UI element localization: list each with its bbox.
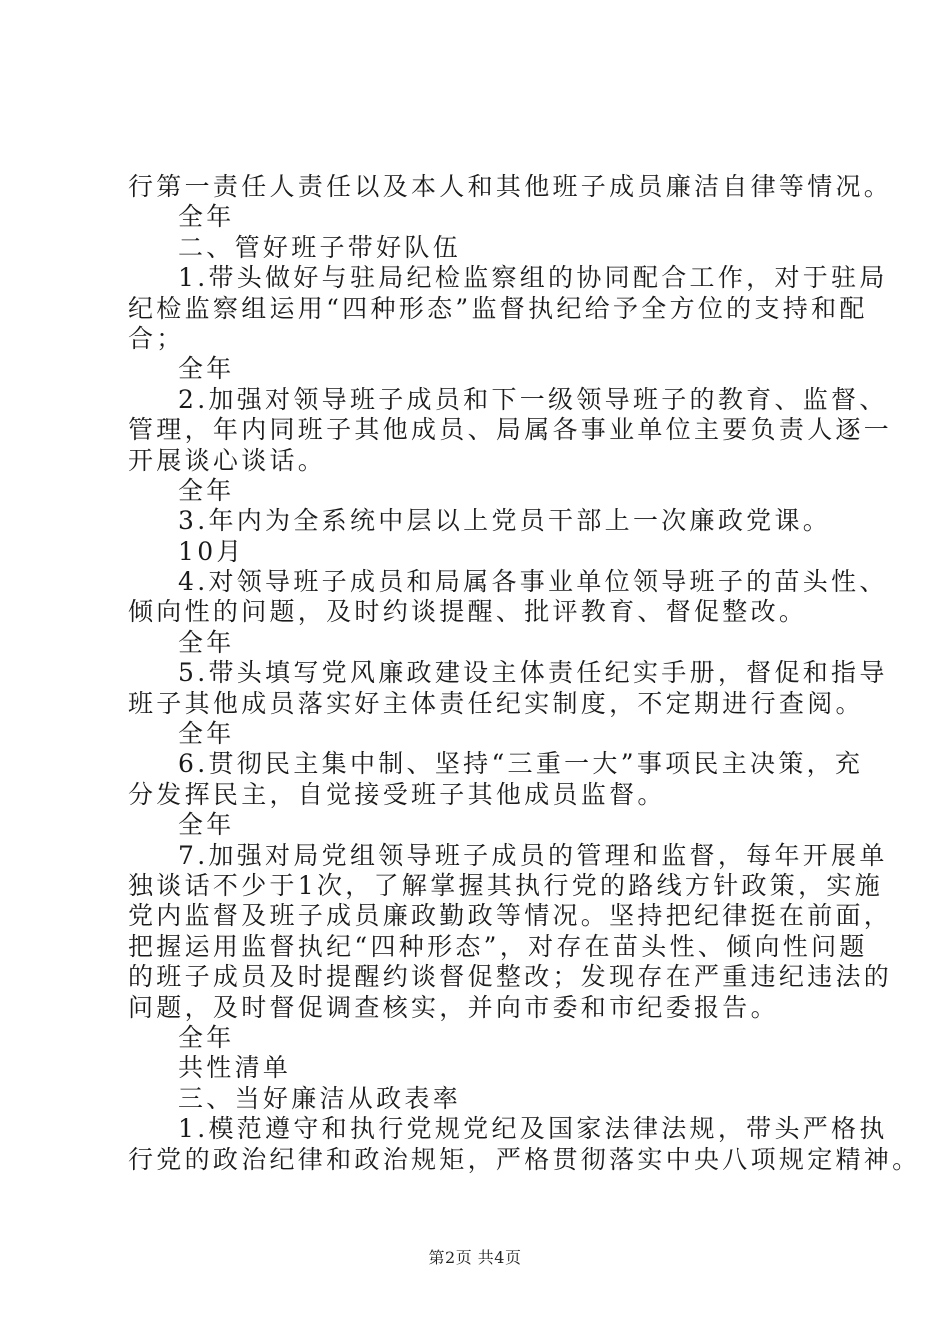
text-line: 5.带头填写党风廉政建设主体责任纪实手册，督促和指导 xyxy=(178,658,888,688)
text-line: 3.年内为全系统中层以上党员干部上一次廉政党课。 xyxy=(178,506,832,536)
text-line: 2.加强对领导班子成员和下一级领导班子的教育、监督、 xyxy=(178,384,888,414)
section-heading: 共性清单 xyxy=(178,1053,292,1083)
text-line: 1.模范遵守和执行党规党纪及国家法律法规，带头严格执 xyxy=(178,1114,888,1144)
section-heading: 二、管好班子带好队伍 xyxy=(178,232,462,262)
text-line: 的班子成员及时提醒约谈督促整改；发现存在严重违纪违法的 xyxy=(128,962,893,992)
text-line: 10月 xyxy=(178,536,245,566)
text-line: 开展谈心谈话。 xyxy=(128,445,327,475)
text-line: 独谈话不少于1次，了解掌握其执行党的路线方针政策，实施 xyxy=(128,870,884,900)
text-line: 问题，及时督促调查核实，并向市委和市纪委报告。 xyxy=(128,992,779,1022)
text-line: 纪检监察组运用“四种形态”监督执纪给予全方位的支持和配 xyxy=(128,293,868,323)
text-line: 4.对领导班子成员和局属各事业单位领导班子的苗头性、 xyxy=(178,567,888,597)
text-line: 全年 xyxy=(178,719,235,749)
text-line: 全年 xyxy=(178,810,235,840)
text-line: 行第一责任人责任以及本人和其他班子成员廉洁自律等情况。 xyxy=(128,172,893,201)
text-line: 倾向性的问题，及时约谈提醒、批评教育、督促整改。 xyxy=(128,597,808,627)
text-line: 管理，年内同班子其他成员、局属各事业单位主要负责人逐一 xyxy=(128,415,893,445)
text-line: 合； xyxy=(128,323,185,353)
text-line: 全年 xyxy=(178,627,235,657)
text-line: 全年 xyxy=(178,354,235,384)
text-line: 全年 xyxy=(178,475,235,505)
page-number-footer: 第2页 共4页 xyxy=(428,1248,522,1267)
text-line: 党内监督及班子成员廉政勤政等情况。坚持把纪律挺在前面， xyxy=(128,901,893,931)
document-body xyxy=(128,172,921,1175)
text-line: 全年 xyxy=(178,202,235,232)
text-line: 全年 xyxy=(178,1022,235,1052)
text-line: 把握运用监督执纪“四种形态”，对存在苗头性、倾向性问题 xyxy=(128,931,868,961)
text-line: 7.加强对局党组领导班子成员的管理和监督，每年开展单 xyxy=(178,840,888,870)
text-line: 6.贯彻民主集中制、坚持“三重一大”事项民主决策，充 xyxy=(178,749,864,779)
text-line: 1.带头做好与驻局纪检监察组的协同配合工作，对于驻局 xyxy=(178,263,888,293)
text-line: 分发挥民主，自觉接受班子其他成员监督。 xyxy=(128,779,666,809)
text-line: 班子其他成员落实好主体责任纪实制度，不定期进行查阅。 xyxy=(128,688,864,718)
section-heading: 三、当好廉洁从政表率 xyxy=(178,1083,462,1113)
text-line: 行党的政治纪律和政治规矩，严格贯彻落实中央八项规定精神。 xyxy=(128,1144,921,1174)
